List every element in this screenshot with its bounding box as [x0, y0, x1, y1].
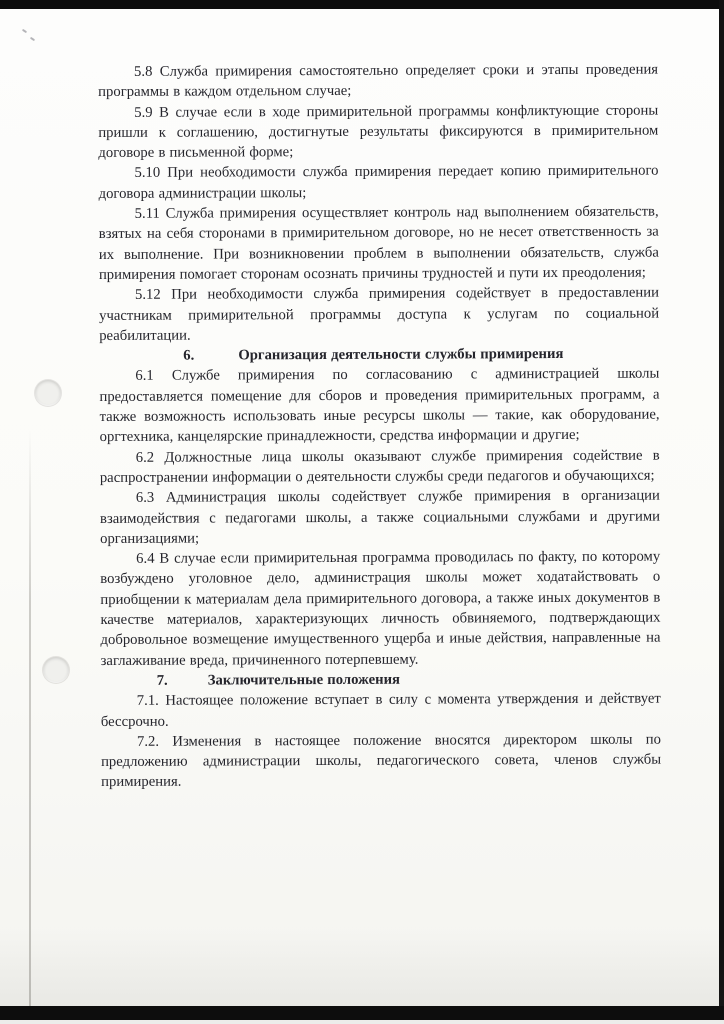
document-paragraph: 6.4 В случае если примирительная программа проводилась по факту, по которому возбуждено уголовное дело, администрация школы может ходатайствовать о приобщении к материалам дела примирительного договора, а также иных документов в качестве материалов, характеризующих личность обвиняемого, подтверждающих добровольное возмещение имущественного ущерба и иные действия, направленные на заглаживание вреда, причиненного потерпевшему. [100, 548, 661, 669]
document-paragraph: 5.10 При необходимости служба примирения передает копию примирительного договора администрации школы; [98, 163, 659, 202]
document-body [98, 60, 661, 793]
scan-edge-bottom [0, 1006, 724, 1020]
section-title: Организация деятельности службы примирения [238, 346, 564, 364]
section-number: 6. [183, 347, 195, 364]
document-paragraph: 7.2. Изменения в настоящее положение вносятся директором школы по предложению администрации школы, педагогического совета, членов службы примирения. [101, 731, 662, 791]
pen-mark [30, 37, 35, 42]
document-paragraph: 5.8 Служба примирения самостоятельно определяет сроки и этапы проведения программы в каждом отдельном случае; [98, 61, 659, 101]
hole-punch-top [35, 380, 61, 406]
section-heading-6 [99, 344, 659, 367]
pen-marks [22, 28, 42, 46]
scan-edge-right [719, 0, 724, 1013]
scan-edge-top [0, 0, 724, 9]
section-title: Заключительные положения [207, 671, 400, 689]
document-paragraph: 7.1. Настоящее положение вступает в силу с момента утверждения и действует бессрочно. [100, 690, 661, 730]
paper-bottom-shadow [0, 928, 724, 1006]
document-paragraph: 6.3 Администрация школы содействует службе примирения в организации взаимодействия с педагогами школы, а также социальными службами и другими организациями; [99, 487, 661, 547]
document-paragraph: 6.1 Службе примирения по согласованию с администрацией школы предоставляется помещение для сборов и проведения примирительных программ, а также возможность использовать иные ресурсы школы — такие, как оборудование, оргтехника, канцелярские принадлежности, средства информации и другие; [99, 366, 660, 446]
pen-mark [22, 29, 27, 34]
document-paragraph: 5.12 При необходимости служба примирения содействует в предоставлении участникам примирительной программы доступа к услугам по социальной реабилитации. [99, 284, 660, 344]
section-number: 7. [156, 672, 168, 689]
document-paragraph: 5.11 Служба примирения осуществляет контроль над выполнением обязательств, взятых на себя сторонами в примирительном договоре, но не несет ответственность за их выполнение. При возникновении проблем в выполнении обязательств, служба примирения помогает сторонам осознать причины трудностей и пути их преодоления; [98, 203, 659, 283]
document-paragraph: 5.9 В случае если в ходе примирительной программы конфликтующие стороны пришли к соглашению, достигнутые результаты фиксируются в примирительном договоре в письменной форме; [98, 102, 659, 162]
hole-punch-bottom [43, 657, 69, 683]
document-paragraph: 6.2 Должностные лица школы оказывают службе примирения содействие в распространении информации о деятельности службы среди педагогов и обучающихся; [99, 447, 660, 486]
section-heading-7 [101, 668, 661, 691]
paper-edge-shadow [29, 430, 31, 1006]
scan-margin-bottom [0, 1020, 724, 1024]
